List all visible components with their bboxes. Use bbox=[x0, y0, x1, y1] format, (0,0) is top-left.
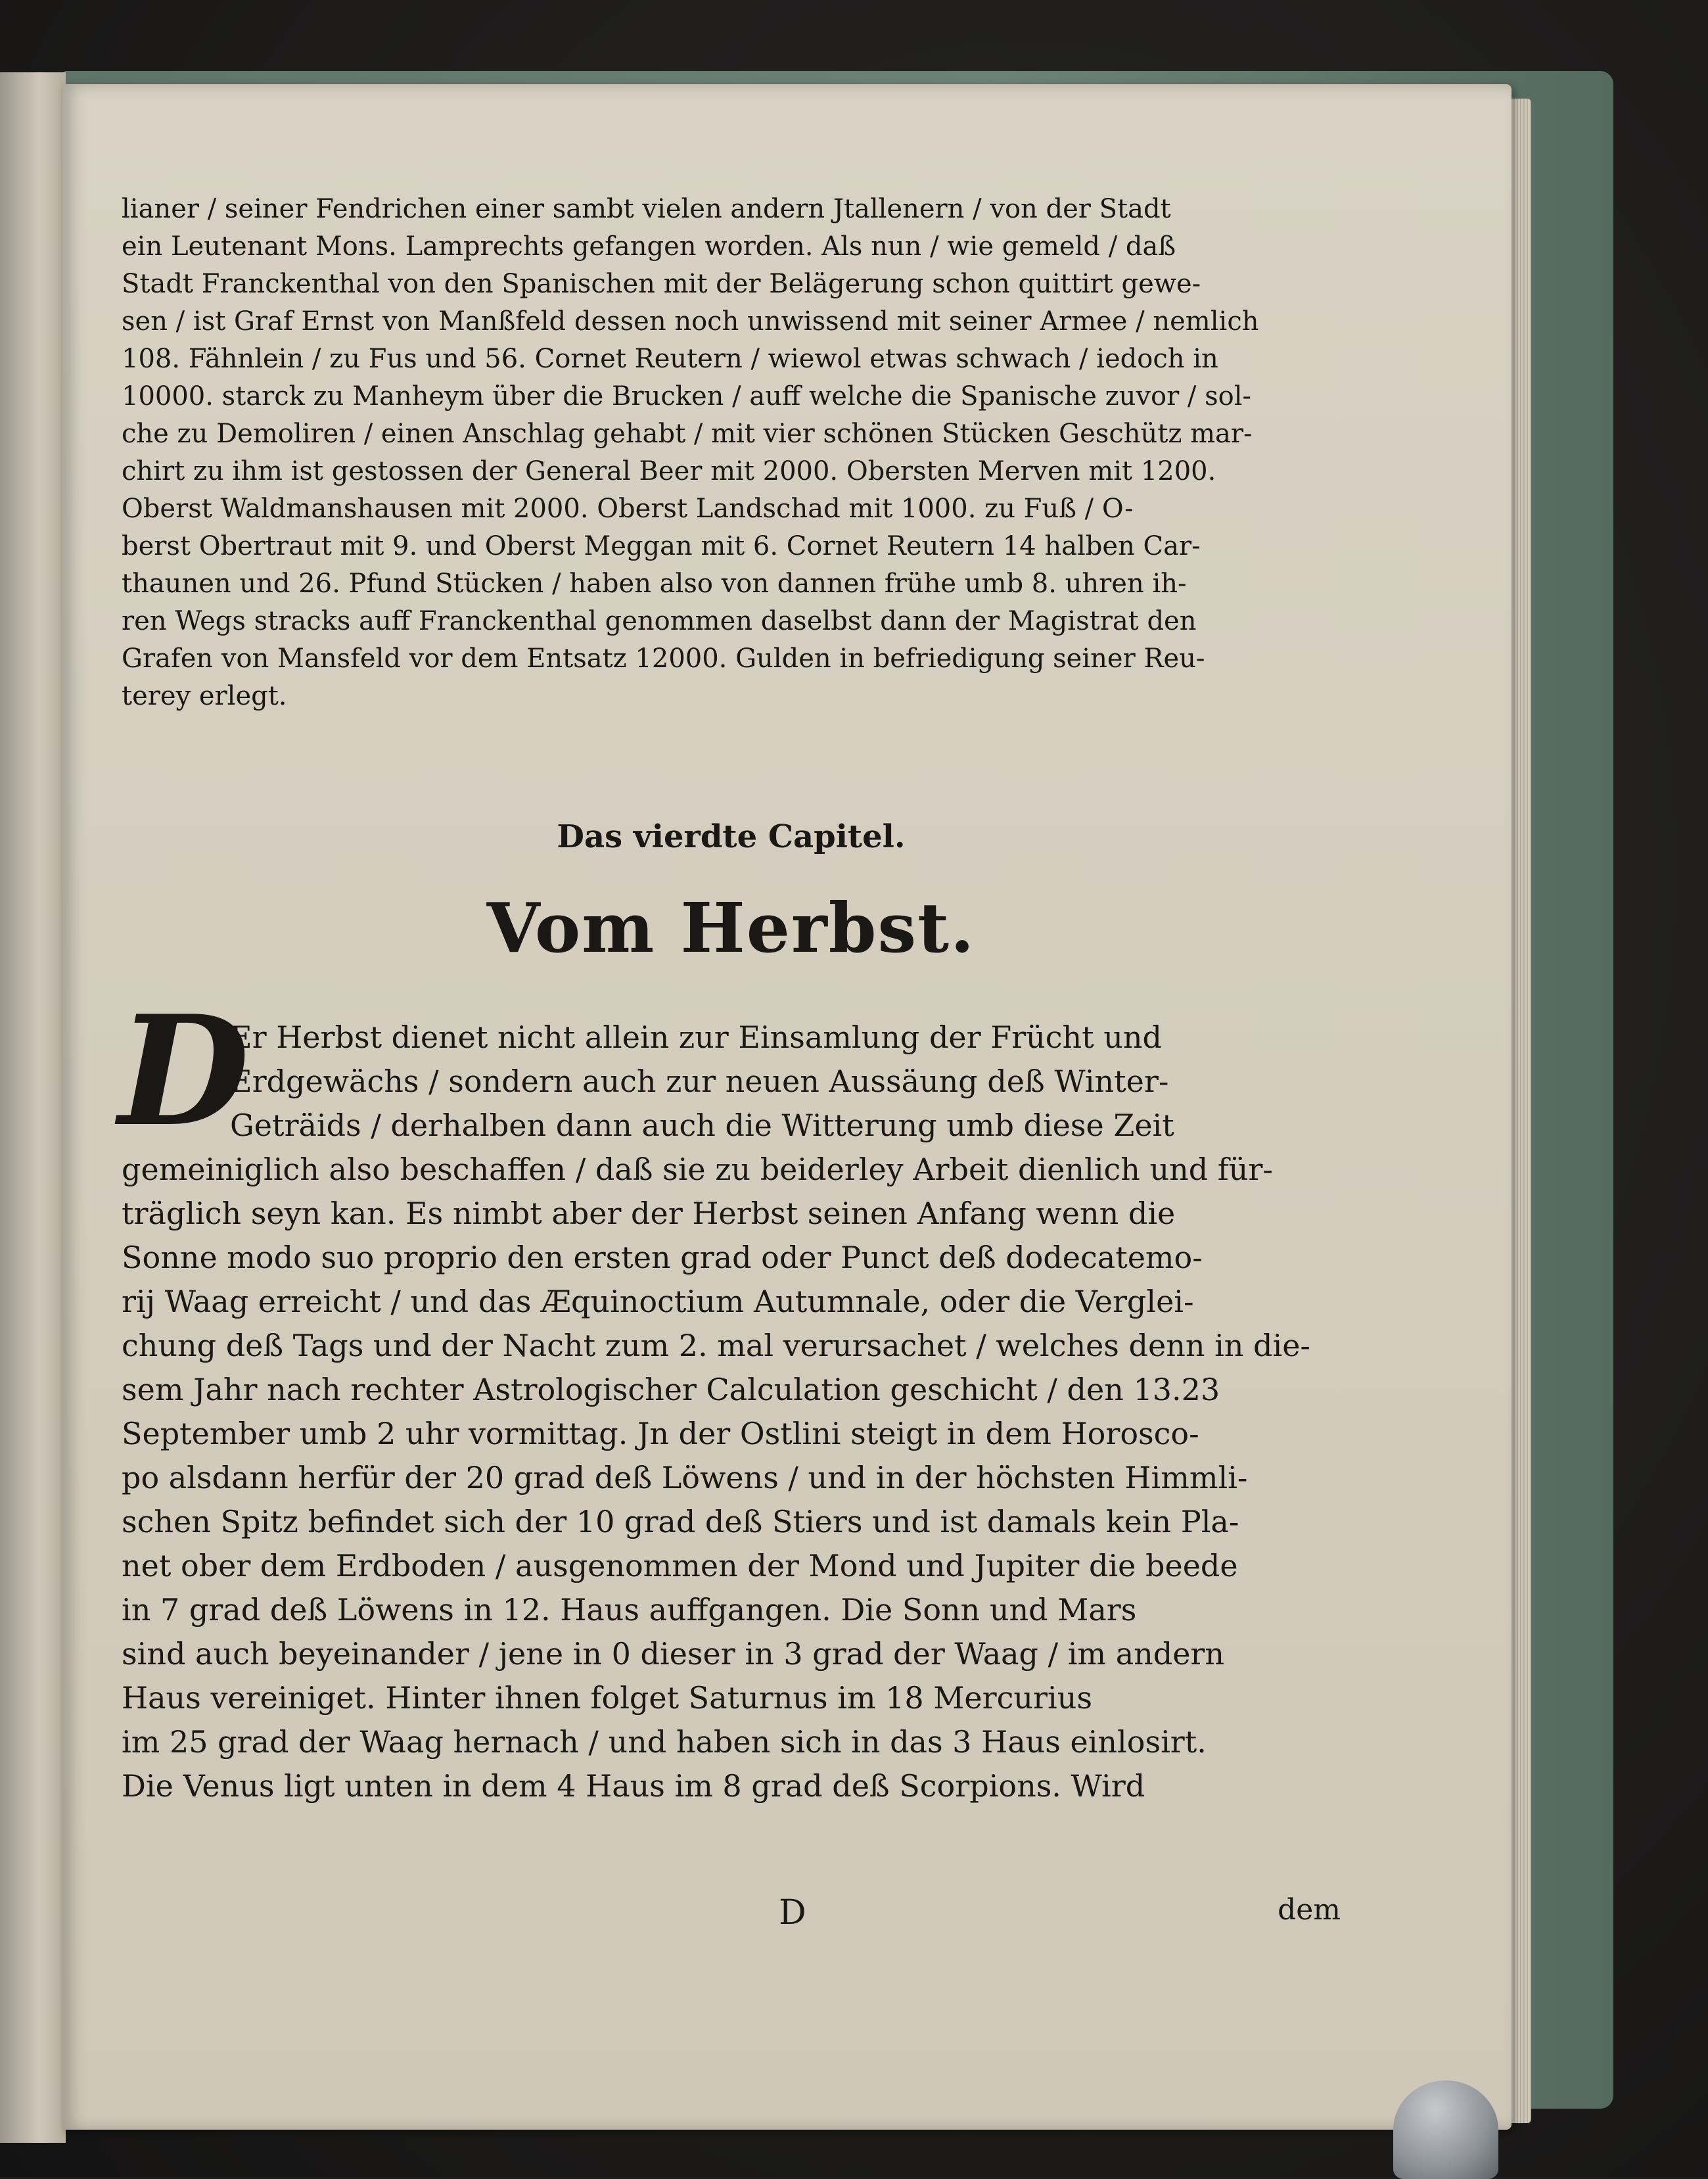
text-line: Sonne modo suo proprio den ersten grad oder Punct deß dodecatemo- bbox=[122, 1240, 1203, 1275]
text-line: schen Spitz befindet sich der 10 grad deß Stiers und ist damals kein Pla- bbox=[122, 1504, 1239, 1539]
text-line: sem Jahr nach rechter Astrologischer Calculation geschicht / den 13.23 bbox=[122, 1372, 1220, 1407]
text-line: che zu Demoliren / einen Anschlag gehabt / mit vier schönen Stücken Geschütz mar- bbox=[122, 419, 1253, 449]
text-line: 10000. starck zu Manheym über die Brucken / auff welche die Spanische zuvor / sol- bbox=[122, 381, 1252, 411]
text-line: Oberst Waldmanshausen mit 2000. Oberst Landschad mit 1000. zu Fuß / O- bbox=[122, 494, 1134, 524]
text-line: Stadt Franckenthal von den Spanischen mit der Belägerung schon quittirt gewe- bbox=[122, 269, 1201, 299]
text-line: rij Waag erreicht / und das Æquinoctium Autumnale, oder die Verglei- bbox=[122, 1284, 1194, 1319]
text-line: Die Venus ligt unten in dem 4 Haus im 8 grad deß Scorpions. Wird bbox=[122, 1768, 1145, 1804]
text-line: chung deß Tags und der Nacht zum 2. mal verursachet / welches denn in die- bbox=[122, 1328, 1310, 1363]
scanner-clip bbox=[1393, 2080, 1498, 2179]
text-line: ein Leutenant Mons. Lamprechts gefangen worden. Als nun / wie gemeld / daß bbox=[122, 231, 1176, 262]
text-line: ren Wegs stracks auff Franckenthal genommen daselbst dann der Magistrat den bbox=[122, 606, 1197, 636]
text-line: 108. Fähnlein / zu Fus und 56. Cornet Reutern / wiewol etwas schwach / iedoch in bbox=[122, 344, 1218, 374]
text-line: Erdgewächs / sondern auch zur neuen Aussäung deß Winter- bbox=[230, 1064, 1169, 1099]
text-line: Haus vereiniget. Hinter ihnen folget Saturnus im 18 Mercurius bbox=[122, 1680, 1092, 1716]
text-line: sind auch beyeinander / jene in 0 dieser in 3 grad der Waag / im andern bbox=[122, 1636, 1225, 1672]
facing-page-edge bbox=[0, 72, 66, 2143]
text-line: Er Herbst dienet nicht allein zur Einsamlung der Frücht und bbox=[230, 1019, 1162, 1055]
top-paragraph bbox=[122, 191, 1341, 715]
section-title: Vom Herbst. bbox=[486, 887, 976, 968]
catchword: dem bbox=[1278, 1893, 1341, 1927]
text-line: sen / ist Graf Ernst von Manßfeld dessen noch unwissend mit seiner Armee / nemlich bbox=[122, 306, 1259, 337]
text-line: lianer / seiner Fendrichen einer sambt vielen andern Jtallenern / von der Stadt bbox=[122, 194, 1171, 224]
text-line: gemeiniglich also beschaffen / daß sie zu beiderley Arbeit dienlich und für- bbox=[122, 1152, 1273, 1187]
main-paragraph bbox=[122, 1016, 1341, 1808]
text-line: Grafen von Mansfeld vor dem Entsatz 12000. Gulden in befriedigung seiner Reu- bbox=[122, 644, 1205, 674]
text-line: berst Obertraut mit 9. und Oberst Meggan mit 6. Cornet Reutern 14 halben Car- bbox=[122, 531, 1201, 561]
text-line: chirt zu ihm ist gestossen der General Beer mit 2000. Obersten Merven mit 1200. bbox=[122, 456, 1216, 486]
text-line: net ober dem Erdboden / ausgenommen der Mond und Jupiter die beede bbox=[122, 1548, 1238, 1583]
chapter-heading: Das vierdte Capitel. bbox=[557, 818, 906, 855]
text-line: im 25 grad der Waag hernach / und haben sich in das 3 Haus einlosirt. bbox=[122, 1724, 1207, 1760]
text-line: Geträids / derhalben dann auch die Witterung umb diese Zeit bbox=[230, 1108, 1174, 1143]
text-line: po alsdann herfür der 20 grad deß Löwens / und in der höchsten Himmli- bbox=[122, 1460, 1248, 1495]
drop-cap-initial: D bbox=[118, 983, 250, 1160]
signature-mark: D bbox=[779, 1893, 806, 1933]
text-line: terey erlegt. bbox=[122, 681, 287, 711]
text-line: thaunen und 26. Pfund Stücken / haben also von dannen frühe umb 8. uhren ih- bbox=[122, 569, 1187, 599]
text-line: September umb 2 uhr vormittag. Jn der Ostlini steigt in dem Horosco- bbox=[122, 1416, 1199, 1451]
text-line: in 7 grad deß Löwens in 12. Haus auffgangen. Die Sonn und Mars bbox=[122, 1592, 1137, 1628]
page-footer bbox=[122, 1893, 1341, 1939]
text-line: träglich seyn kan. Es nimbt aber der Herbst seinen Anfang wenn die bbox=[122, 1196, 1176, 1231]
